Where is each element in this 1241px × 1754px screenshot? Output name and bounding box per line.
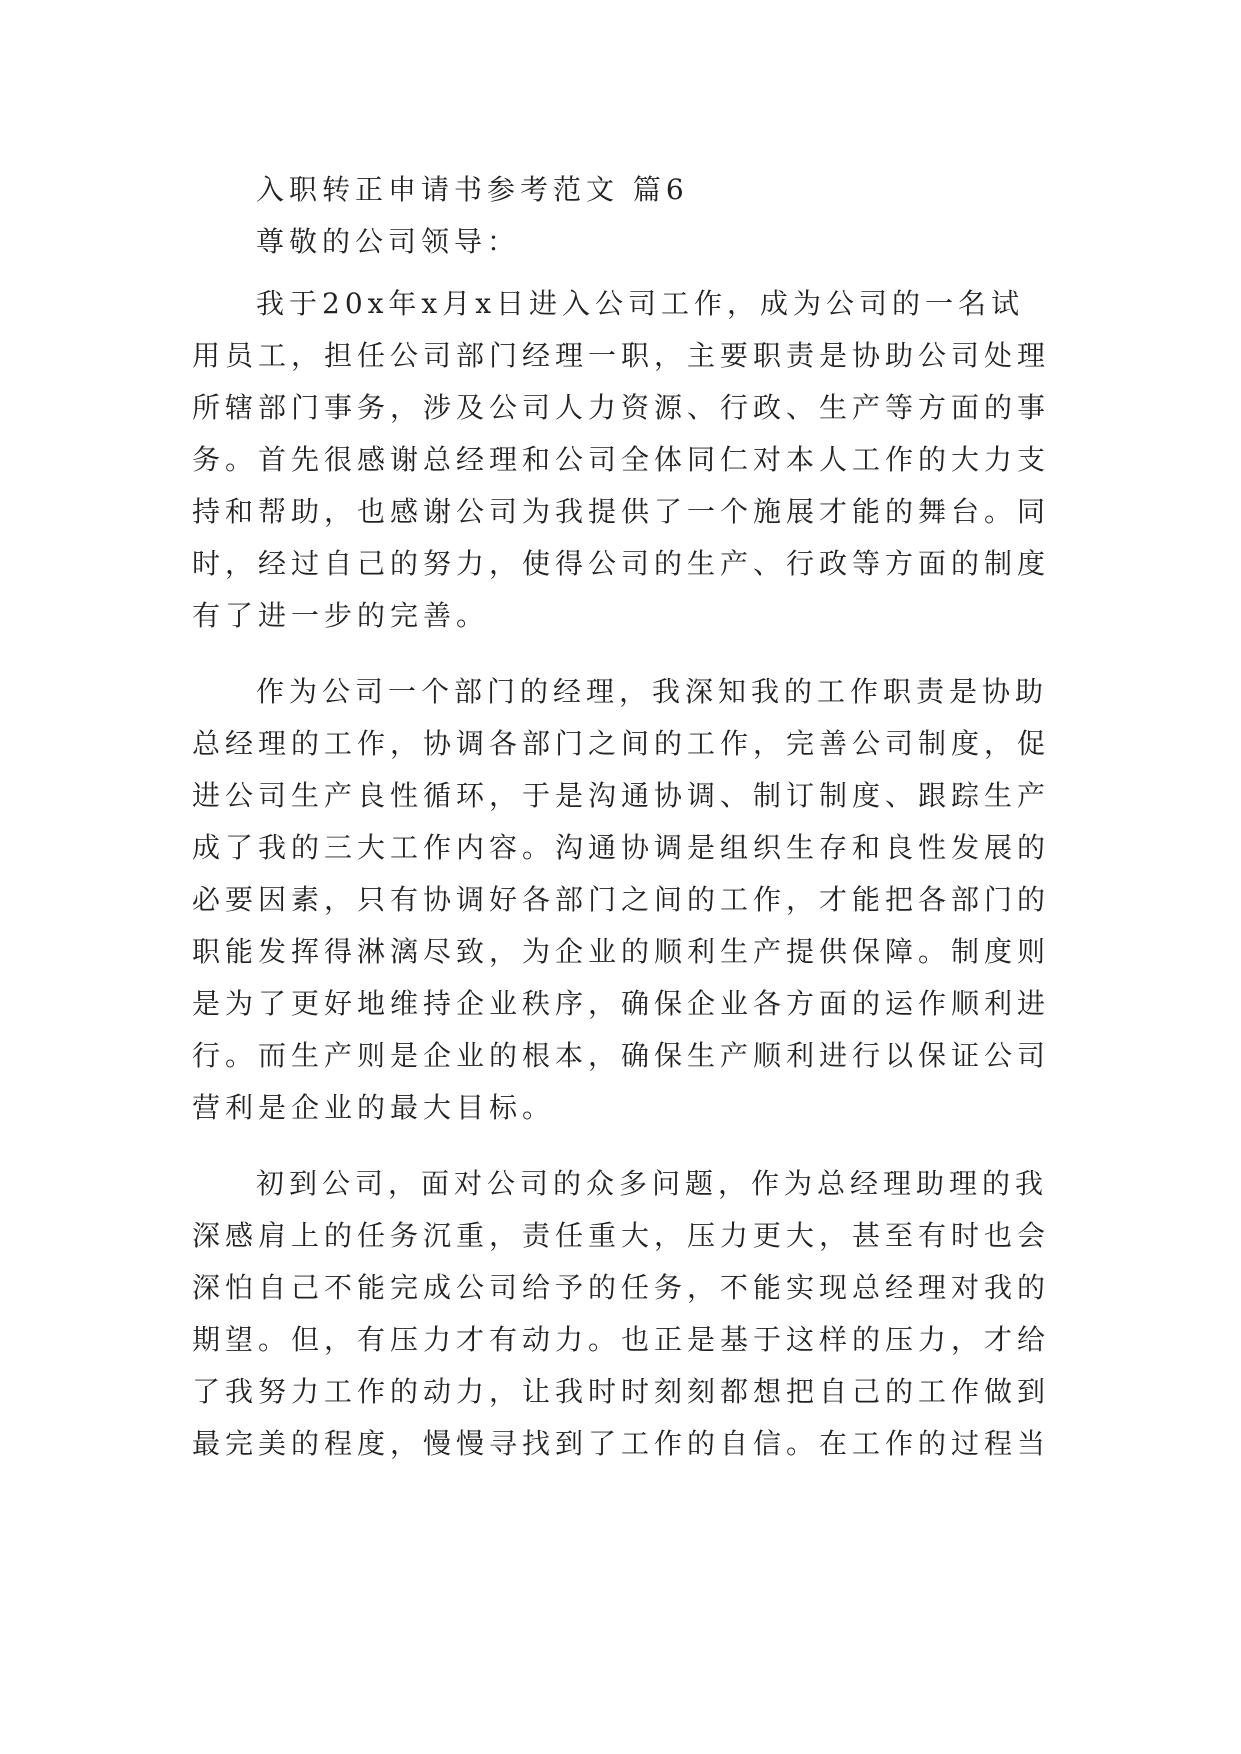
paragraph-line: 营利是企业的最大目标。 bbox=[192, 1091, 556, 1124]
paragraph-line: 总经理的工作，协调各部门之间的工作，完善公司制度，促 bbox=[192, 727, 1051, 760]
salutation: 尊敬的公司领导： bbox=[256, 225, 521, 258]
paragraph-3 bbox=[192, 1158, 1052, 1470]
document-body bbox=[192, 160, 1052, 1470]
document-title: 入职转正申请书参考范文 篇6 bbox=[256, 173, 689, 206]
paragraph-line: 有了进一步的完善。 bbox=[192, 599, 490, 632]
paragraph-1 bbox=[192, 278, 1052, 642]
paragraph-line: 时，经过自己的努力，使得公司的生产、行政等方面的制度 bbox=[192, 547, 1051, 580]
paragraph-line: 职能发挥得淋漓尽致，为企业的顺利生产提供保障。制度则 bbox=[192, 935, 1051, 968]
paragraph-line: 深感肩上的任务沉重，责任重大，压力更大，甚至有时也会 bbox=[192, 1219, 1051, 1252]
paragraph-line: 成了我的三大工作内容。沟通协调是组织生存和良性发展的 bbox=[192, 831, 1051, 864]
paragraph-line: 务。首先很感谢总经理和公司全体同仁对本人工作的大力支 bbox=[192, 443, 1051, 476]
paragraph-line: 所辖部门事务，涉及公司人力资源、行政、生产等方面的事 bbox=[192, 391, 1051, 424]
paragraph-line: 持和帮助，也感谢公司为我提供了一个施展才能的舞台。同 bbox=[192, 495, 1051, 528]
paragraph-2 bbox=[192, 666, 1052, 1134]
paragraph-line: 是为了更好地维持企业秩序，确保企业各方面的运作顺利进 bbox=[192, 987, 1051, 1020]
paragraph-line: 深怕自己不能完成公司给予的任务，不能实现总经理对我的 bbox=[192, 1271, 1051, 1304]
paragraph-line: 初到公司，面对公司的众多问题，作为总经理助理的我 bbox=[256, 1167, 1049, 1200]
paragraph-line: 期望。但，有压力才有动力。也正是基于这样的压力，才给 bbox=[192, 1323, 1051, 1356]
paragraph-line: 用员工，担任公司部门经理一职，主要职责是协助公司处理 bbox=[192, 339, 1051, 372]
paragraph-line: 我于20x年x月x日进入公司工作，成为公司的一名试 bbox=[256, 287, 1025, 320]
paragraph-line: 行。而生产则是企业的根本，确保生产顺利进行以保证公司 bbox=[192, 1039, 1051, 1072]
paragraph-line: 最完美的程度，慢慢寻找到了工作的自信。在工作的过程当 bbox=[192, 1427, 1051, 1460]
paragraph-line: 进公司生产良性循环，于是沟通协调、制订制度、跟踪生产 bbox=[192, 779, 1051, 812]
paragraph-line: 作为公司一个部门的经理，我深知我的工作职责是协助 bbox=[256, 675, 1049, 708]
paragraph-line: 必要因素，只有协调好各部门之间的工作，才能把各部门的 bbox=[192, 883, 1051, 916]
paragraph-line: 了我努力工作的动力，让我时时刻刻都想把自己的工作做到 bbox=[192, 1375, 1051, 1408]
